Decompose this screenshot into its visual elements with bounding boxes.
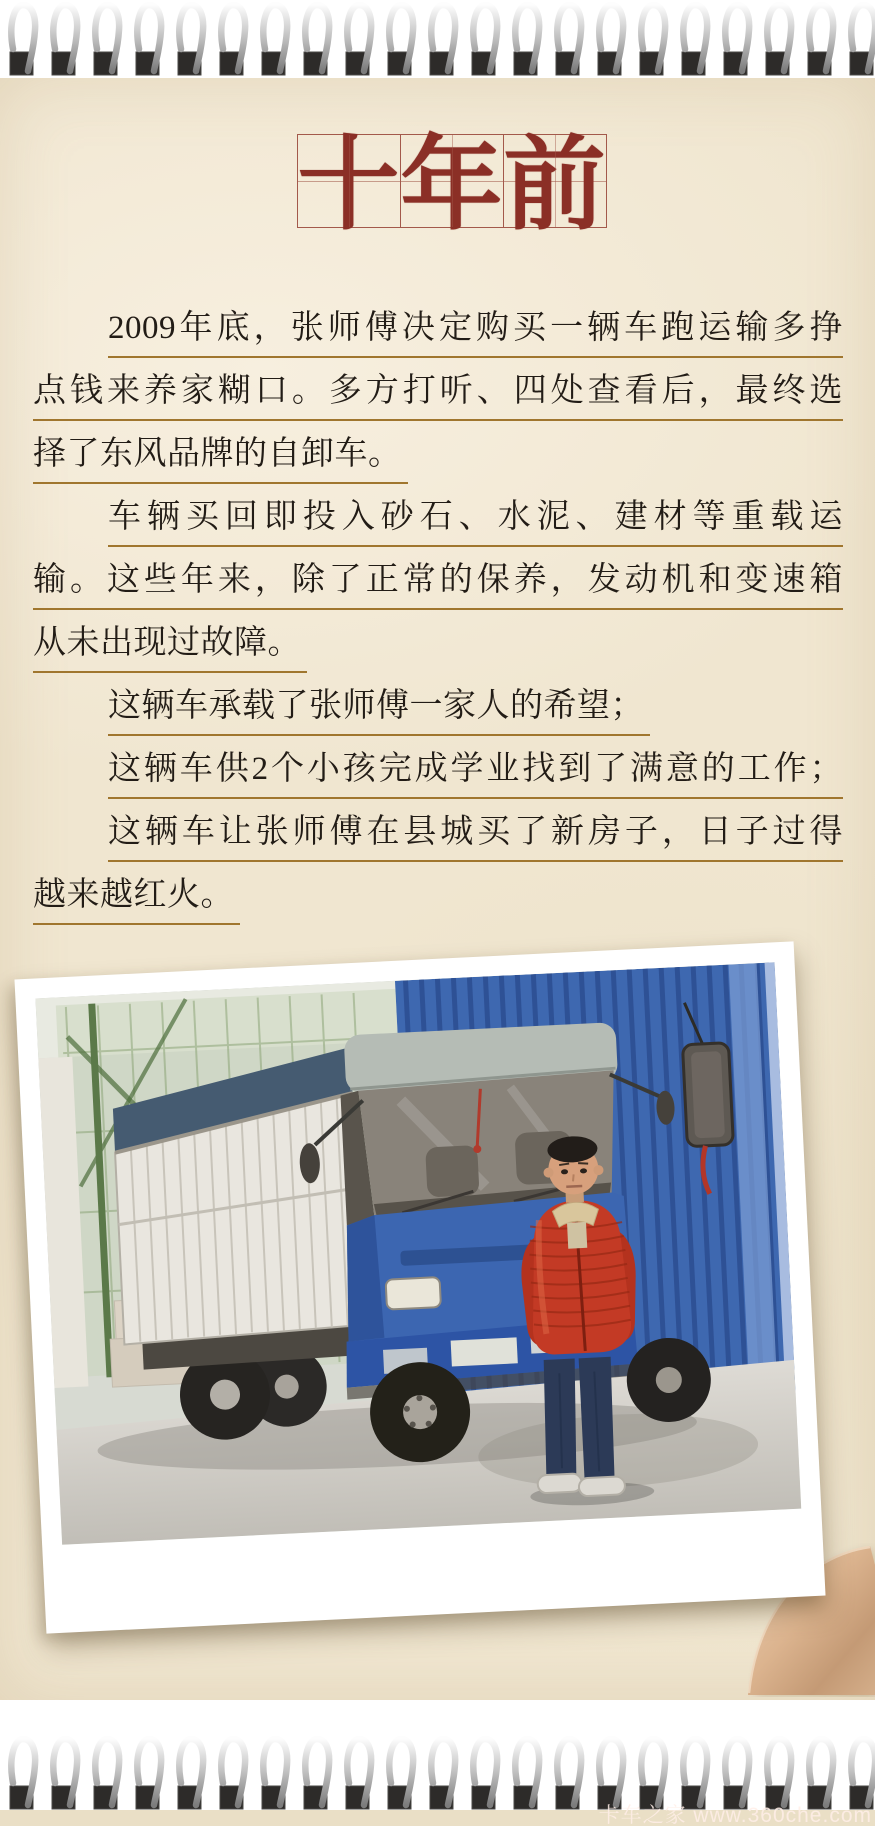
title-character-box — [503, 130, 607, 243]
article-line: 2009年底，张师傅决定购买一辆车跑运输多挣 — [108, 295, 843, 358]
article-body — [33, 295, 843, 925]
article-line: 点钱来养家糊口。多方打听、四处查看后，最终选 — [33, 358, 843, 421]
article-line: 车辆买回即投入砂石、水泥、建材等重载运 — [108, 484, 843, 547]
truck-photo-image — [35, 962, 801, 1544]
article-line: 从未出现过故障。 — [33, 610, 307, 673]
title-character: 年 — [400, 130, 503, 243]
article-line: 这辆车供2个小孩完成学业找到了满意的工作； — [108, 736, 843, 799]
title-character: 前 — [503, 130, 606, 243]
article-line: 这辆车承载了张师傅一家人的希望； — [108, 673, 650, 736]
article-line: 择了东风品牌的自卸车。 — [33, 421, 408, 484]
site-watermark: 卡车之家 www.360che.com — [598, 1804, 872, 1826]
title-character-box — [297, 130, 401, 243]
title-character: 十 — [297, 130, 400, 243]
truck-photo — [14, 941, 825, 1633]
article-line: 输。这些年来，除了正常的保养，发动机和变速箱 — [33, 547, 843, 610]
spiral-binding-rings-top — [0, 2, 875, 82]
truck-scene-illustration — [35, 962, 801, 1544]
article-line: 这辆车让张师傅在县城买了新房子，日子过得 — [108, 799, 843, 862]
article-line: 越来越红火。 — [33, 862, 240, 925]
title-character-box — [400, 130, 504, 243]
page-title — [297, 130, 606, 243]
